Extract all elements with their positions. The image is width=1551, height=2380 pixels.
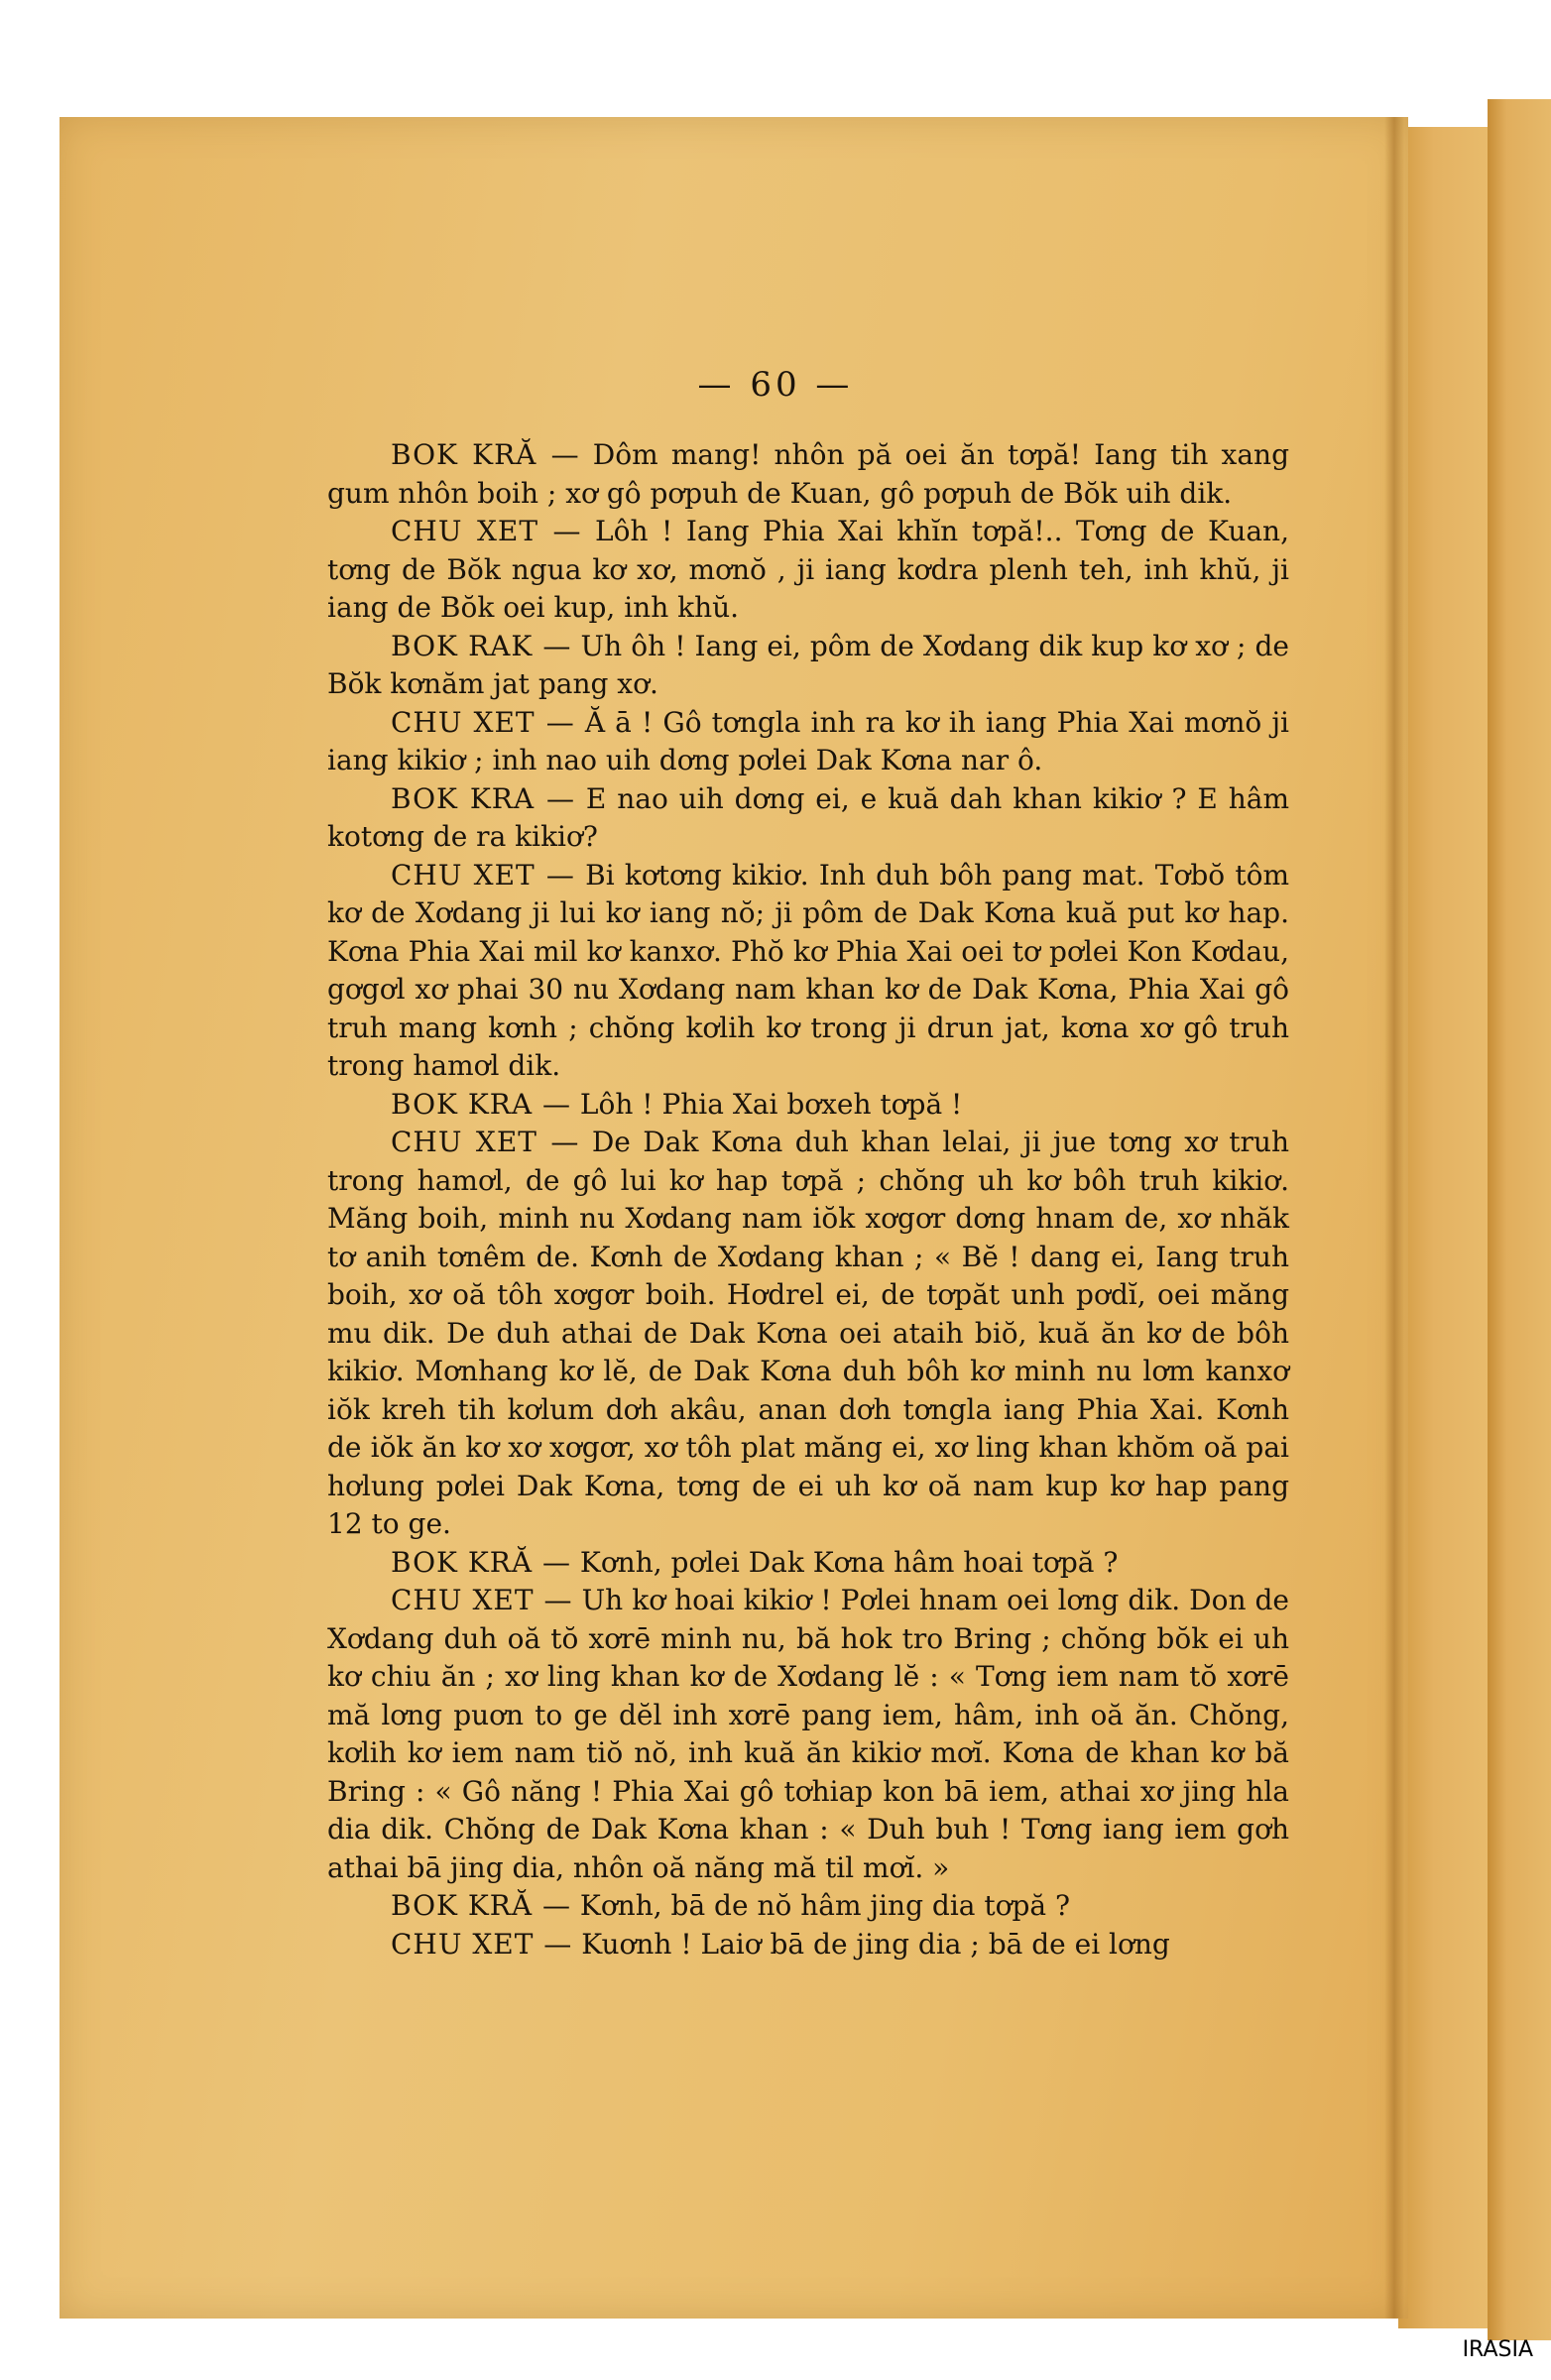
dialogue-text: E nao uih dơng ei, e kuă dah khan kikiơ ? E hâm kotơng de ra kikiơ? <box>327 781 1289 853</box>
dialogue-text: De Dak Kơna duh khan lelai, ji jue tơng xơ truh trong hamơl, de gô lui kơ hap tơpă ; chŏng uh kơ bôh truh kikiơ. Măng boih, minh nu Xơdang nam iŏk xơgơr dơng hnam de, xơ nhăk tơ anih tơnêm de. Kơnh de Xơdang khan ; « Bĕ ! dang ei, Iang truh boih, xơ oă tôh xơgơr boih. Hơdrel ei, de tơpăt unh pơdĭ, oei măng mu dik. De duh athai de Dak Kơna oei ataih biŏ, kuă ăn kơ de bôh kikiơ. Mơnhang kơ lĕ, de Dak Kơna duh bôh kơ minh nu lơm kanxơ iŏk kreh tih kơlum dơh akâu, anan dơh tơngla iang Phia Xai. Kơnh de iŏk ăn kơ xơ xơgơr, xơ tôh plat măng ei, xơ ling khan khŏm oă pai hơlung pơlei Dak Kơna, tơng de ei uh kơ oă nam kup kơ hap pang 12 to ge. <box>327 1126 1290 1540</box>
dialogue-text: Kơnh, pơlei Dak Kơna hâm hoai tơpă ? <box>571 1545 1119 1579</box>
dialogue-paragraph <box>327 1086 1289 1125</box>
speaker-name: CHU XET — <box>391 515 582 547</box>
page-number: — 60 — <box>697 365 854 405</box>
dialogue-text: Bi kơtơng kikiơ. Inh duh bôh pang mat. Tơbŏ tôm kơ de Xơdang ji lui kơ iang nŏ; ji pôm de Dak Kơna kuă put kơ hap. Kơna Phia Xai mil kơ kanxơ. Phŏ kơ Phia Xai oei tơ pơlei Kon Kơdau, gơgơl xơ phai 30 nu Xơdang nam khan kơ de Dak Kơna, Phia Xai gô truh mang kơnh ; chŏng kơlih kơ trong ji drun jat, kơna xơ gô truh trong hamơl dik. <box>327 858 1289 1082</box>
speaker-name: CHU XET — <box>391 1927 573 1961</box>
page-edge-middle <box>1398 127 1488 2328</box>
speaker-name: BOK KRĂ — <box>391 1545 571 1579</box>
dialogue-paragraph <box>327 857 1289 1086</box>
dialogue-paragraph <box>327 1887 1289 1926</box>
dialogue-text: Uh kơ hoai kikiơ ! Pơlei hnam oei lơng dik. Don de Xơdang duh oă tŏ xơrē minh nu, bă hok tro Bring ; chŏng bŏk ei uh kơ chiu ăn ; xơ ling khan kơ de Xơdang lĕ : « Tơng iem nam tŏ xơrē mă lơng puơn to ge dĕl inh xơrē pang iem, hâm, inh oă ăn. Chŏng, kơlih kơ iem nam tiŏ nŏ, inh kuă ăn kikiơ mơĭ. Kơna de khan kơ bă Bring : « Gô năng ! Phia Xai gô tơhiap kon bā iem, athai xơ jing hla dia dik. Chŏng de Dak Kơna khan : « Duh buh ! Tơng iang iem gơh athai bā jing dia, nhôn oă năng mă til mơĭ. » <box>327 1584 1289 1884</box>
dialogue-text: Uh ôh ! Iang ei, pôm de Xơdang dik kup kơ xơ ; de Bŏk kơnăm jat pang xơ. <box>327 629 1289 700</box>
dialogue-text: Ă ā ! Gô tơngla inh ra kơ ih iang Phia Xai mơnŏ ji iang kikiơ ; inh nao uih dơng pơlei Dak Kơna nar ô. <box>327 705 1289 776</box>
dialogue-text: Kuơnh ! Laiơ bā de jing dia ; bā de ei lơng <box>572 1927 1170 1961</box>
dialogue-text: Kơnh, bā de nŏ hâm jing dia tơpă ? <box>571 1889 1071 1922</box>
speaker-name: CHU XET — <box>391 1126 580 1158</box>
dialogue-text: Dôm mang! nhôn pă oei ăn tơpă! Iang tih xang gum nhôn boih ; xơ gô pơpuh de Kuan, gô pơpuh de Bŏk uih dik. <box>327 438 1289 510</box>
speaker-name: BOK KRĂ — <box>391 438 580 471</box>
dialogue-paragraph <box>327 628 1289 704</box>
dialogue-paragraph <box>327 704 1289 780</box>
speaker-name: CHU XET — <box>391 705 575 739</box>
body-text <box>327 436 1289 1964</box>
dialogue-paragraph <box>327 513 1289 628</box>
dialogue-paragraph <box>327 1926 1289 1964</box>
dialogue-text: Lôh ! Iang Phia Xai khĭn tơpă!.. Tơng de Kuan, tơng de Bŏk ngua kơ xơ, mơnŏ , ji iang kơdra plenh teh, inh khŭ, ji iang de Bŏk oei kup, inh khŭ. <box>327 515 1289 624</box>
dialogue-paragraph <box>327 780 1289 857</box>
dialogue-paragraph <box>327 1582 1289 1887</box>
page-edge-back <box>1488 99 1551 2340</box>
watermark-label: IRASIA <box>1462 2337 1533 2362</box>
speaker-name: CHU XET — <box>391 858 575 892</box>
page-fold-shadow <box>1384 117 1404 2319</box>
speaker-name: BOK KRA — <box>391 1087 571 1121</box>
speaker-name: BOK KRA — <box>391 781 575 815</box>
speaker-name: BOK RAK — <box>391 629 572 662</box>
dialogue-paragraph <box>327 1544 1289 1583</box>
dialogue-paragraph <box>327 436 1289 513</box>
dialogue-paragraph <box>327 1124 1289 1544</box>
speaker-name: CHU XET — <box>391 1584 573 1616</box>
speaker-name: BOK KRĂ — <box>391 1889 571 1922</box>
dialogue-text: Lôh ! Phia Xai bơxeh tơpă ! <box>571 1087 963 1121</box>
